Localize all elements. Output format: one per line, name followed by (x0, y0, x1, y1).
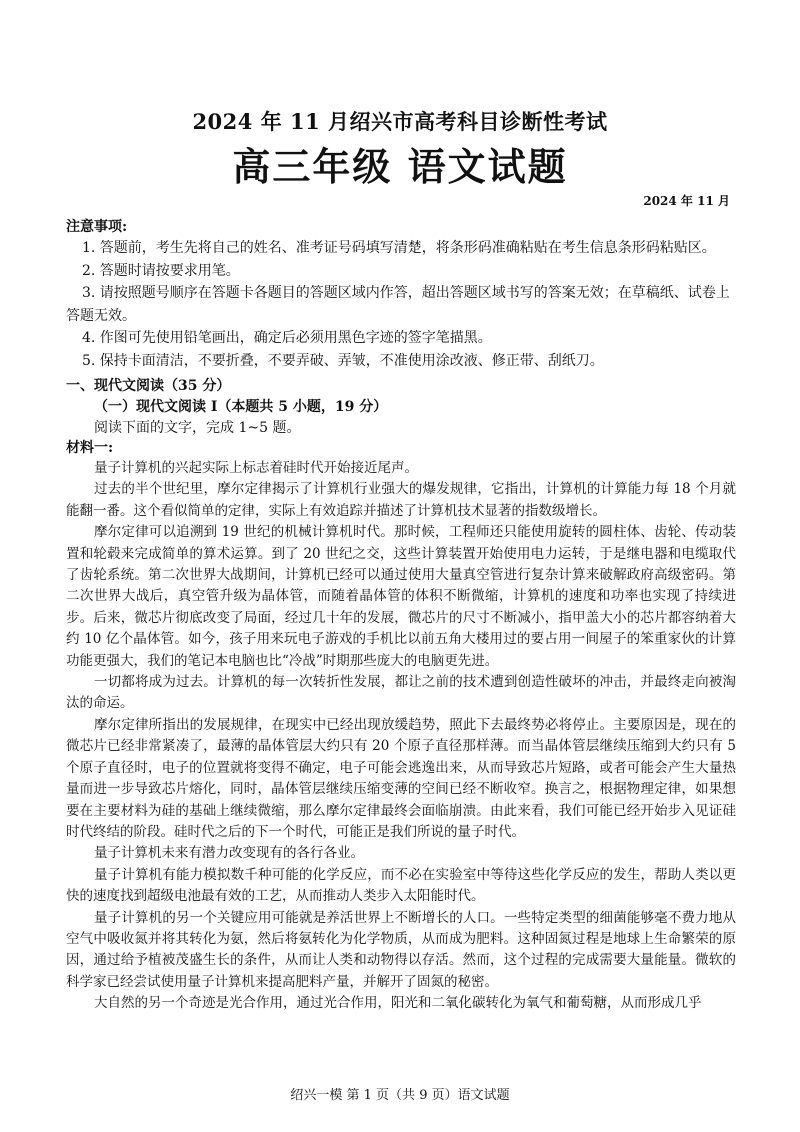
notice-item: 1. 答题前，考生先将自己的姓名、准考证号码填写清楚，将条形码准确粘贴在考生信息条形码粘贴区。 (82, 240, 716, 256)
passage-paragraph: 过去的半个世纪里，摩尔定律揭示了计算机行业强大的爆发规律，它指出，计算机的计算能力每 18 个月就能翻一番。这个看似简单的定律，实际上有效追踪并描述了计算机技术显著的指数级增长。 (66, 481, 736, 519)
exam-line: 2024 年 11 月绍兴市高考科目诊断性考试 (192, 109, 608, 134)
notice-item: 3. 请按照题号顺序在答题卡各题目的答题区域内作答，超出答题区域书写的答案无效；在草稿纸、试卷上答题无效。 (66, 285, 730, 324)
passage-paragraph: 量子计算机的另一个关键应用可能就是养活世界上不断增长的人口。一些特定类型的细菌能够毫不费力地从空气中吸收氮并将其转化为氨，然后将氨转化为化学物质，从而成为肥料。这种固氮过程是地球上生命繁荣的原因，通过给予植被茂盛生长的条件，从而让人类和动物得以存活。然而，这个过程的完成需要大量能量。微软的科学家已经尝试使用量子计算机来提高肥料产量，并解开了固氮的秘密。 (66, 909, 736, 990)
page-title: 高三年级 语文试题 (232, 144, 568, 189)
notice-item: 5. 保持卡面清洁，不要折叠，不要弄破、弄皱，不准使用涂改液、修正带、刮纸刀。 (82, 352, 604, 369)
notice-heading: 注意事项: (66, 219, 128, 235)
material-label: 材料一: (66, 440, 114, 456)
passage-paragraph: 摩尔定律可以追溯到 19 世纪的机械计算机时代。那时候，工程师还只能使用旋转的圆柱体、齿轮、传动装置和轮毂来完成简单的算术运算。到了 20 世纪之交，这些计算装置开始使用电力运转，于是继电器和电缆取代了齿轮系统。第二次世界大战期间，计算机已经可以通过使用大量真空管进行复杂计算来破解政府高级密码。第二次世界大战后，真空管升级为晶体管，而随着晶体管的体积不断微缩，计算机的速度和功率也实现了持续进步。后来，微芯片彻底改变了局面，经过几十年的发展，微芯片的尺寸不断减小，指甲盖大小的芯片都容纳着大约 10 亿个晶体管。如今，孩子用来玩电子游戏的手机比以前五角大楼用过的要占用一间屋子的笨重家伙的计算功能更强大，我们的笔记本电脑也比“冷战”时期那些庞大的电脑更先进。 (66, 524, 736, 669)
reading-instruction: 阅读下面的文字，完成 1~5 题。 (94, 420, 301, 436)
passage-paragraph: 大自然的另一个奇迹是光合作用，通过光合作用，阳光和二氧化碳转化为氧气和葡萄糖，从而形成几乎 (94, 995, 702, 1012)
reading-passage (66, 458, 736, 1015)
notice-list (66, 237, 736, 372)
notice-item: 4. 作图可先使用铅笔画出，确定后必须用黑色字迹的签字笔描黑。 (82, 330, 492, 346)
section-heading: 一、现代文阅读（35 分） (66, 378, 231, 394)
passage-paragraph: 量子计算机有能力模拟数千种可能的化学反应，而不必在实验室中等待这些化学反应的发生，帮助人类以更快的速度找到超级电池最有效的工艺，从而推动人类步入太阳能时代。 (66, 866, 736, 905)
page-footer: 绍兴一模 第 1 页（共 9 页）语文试题 (290, 1088, 510, 1103)
notice-item: 2. 答题时请按要求用笔。 (82, 262, 240, 279)
exam-date: 2024 年 11 月 (643, 194, 730, 208)
passage-paragraph: 一切都将成为过去。计算机的每一次转折性发展，都让之前的技术遭到创造性破坏的冲击，并最终走向被淘汰的命运。 (66, 674, 736, 712)
subsection-heading: （一）现代文阅读 I（本题共 5 小题，19 分） (94, 399, 388, 415)
passage-paragraph: 量子计算机的兴起实际上标志着硅时代开始接近尾声。 (94, 460, 418, 476)
passage-paragraph: 量子计算机未来有潜力改变现有的各行各业。 (94, 845, 364, 862)
passage-paragraph: 摩尔定律所指出的发展规律，在现实中已经出现放缓趋势，照此下去最终势必将停止。主要原因是，现在的微芯片已经非常紧凑了，最薄的晶体管层大约只有 20 个原子直径那样薄。而当晶体管层继续压缩到大约只有 5 个原子直径时，电子的位置就将变得不确定，电子可能会逃逸出来，从而导致芯片短路，或者可能会产生大量热量而进一步导致芯片熔化，同时，晶体管层继续压缩变薄的空间已经不断收窄。换言之，根据物理定律，如果想要在主要材料为硅的基础上继续微缩，那么摩尔定律最终会面临崩溃。由此来看，我们可能已经开始步入见证硅时代终结的阶段。硅时代之后的下一个时代，可能正是我们所说的量子时代。 (66, 716, 736, 840)
